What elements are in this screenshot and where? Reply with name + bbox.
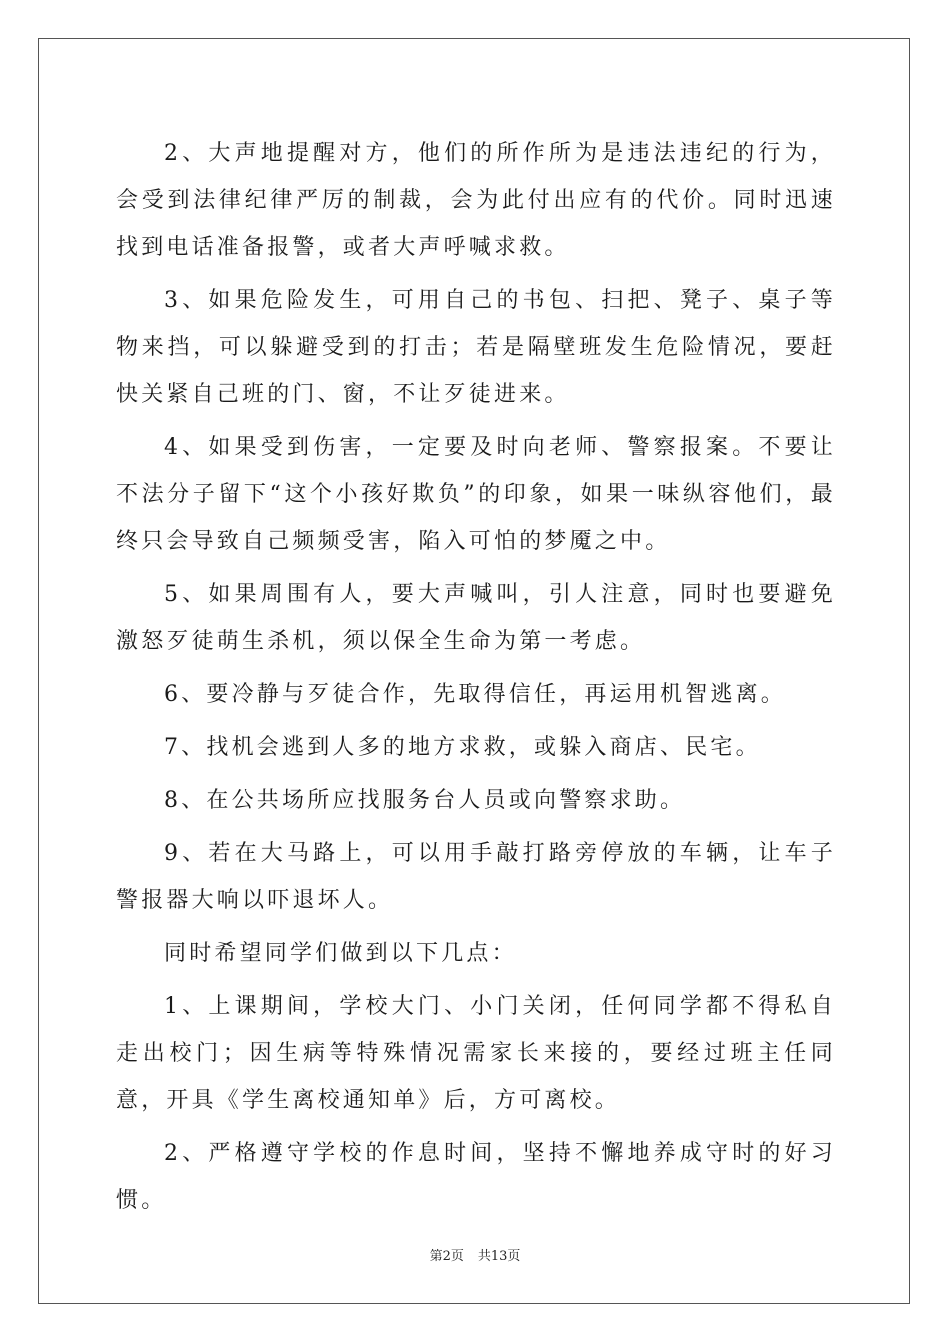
paragraph: 2、严格遵守学校的作息时间，坚持不懈地养成守时的好习惯。 [116, 1141, 836, 1213]
paragraph: 9、若在大马路上，可以用手敲打路旁停放的车辆，让车子警报器大响以吓退坏人。 [116, 841, 836, 913]
page-total: 共13页 [477, 1249, 521, 1264]
paragraph: 同时希望同学们做到以下几点： [164, 941, 517, 966]
page-number: 第2页 [429, 1249, 464, 1264]
paragraph: 3、如果危险发生，可用自己的书包、扫把、凳子、桌子等物来挡，可以躲避受到的打击；若是隔壁班发生危险情况，要赶快关紧自己班的门、窗，不让歹徒进来。 [116, 288, 836, 407]
paragraph: 5、如果周围有人，要大声喊叫，引人注意，同时也要避免激怒歹徒萌生杀机，须以保全生命为第一考虑。 [116, 582, 836, 654]
paragraph: 7、找机会逃到人多的地方求救，或躲入商店、民宅。 [164, 735, 761, 760]
paragraph: 4、如果受到伤害，一定要及时向老师、警察报案。不要让不法分子留下“这个小孩好欺负”的印象，如果一味纵容他们，最终只会导致自己频频受害，陷入可怕的梦魇之中。 [116, 435, 836, 554]
paragraph: 2、大声地提醒对方，他们的所作所为是违法违纪的行为，会受到法律纪律严厉的制裁，会为此付出应有的代价。同时迅速找到电话准备报警，或者大声呼喊求救。 [116, 141, 836, 260]
paragraph: 6、要冷静与歹徒合作，先取得信任，再运用机智逃离。 [164, 682, 786, 707]
paragraph: 8、在公共场所应找服务台人员或向警察求助。 [164, 788, 686, 813]
paragraph: 1、上课期间，学校大门、小门关闭，任何同学都不得私自走出校门；因生病等特殊情况需家长来接的，要经过班主任同意，开具《学生离校通知单》后，方可离校。 [116, 994, 836, 1113]
page-footer [0, 1245, 950, 1264]
document-body [116, 130, 836, 1230]
